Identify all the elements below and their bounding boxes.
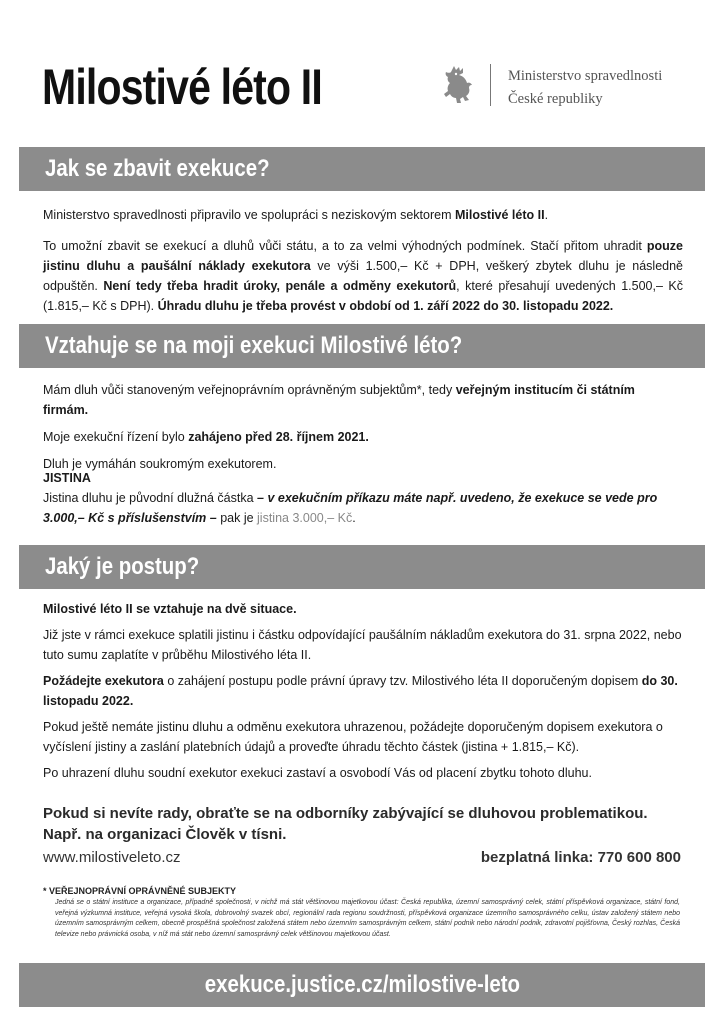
page-title: Milostivé léto II — [42, 59, 322, 115]
section3-paragraph-4: Pokud ještě nemáte jistinu dluhu a odměnu exekutora uhrazenou, požádejte doporučeným dopisem exekutora o vyčíslení jistiny a zaslání platebních údajů a proveďte úhradu těchto částek (jistina + 1.815,– Kč). — [43, 720, 663, 754]
section3-paragraph-1: Milostivé léto II se vztahuje na dvě situace. — [43, 602, 297, 616]
help-callout-line-2: Např. na organizaci Člověk v tísni. — [43, 826, 287, 843]
footer-url[interactable]: exekuce.justice.cz/milostive-leto — [204, 971, 520, 998]
ministry-line-1: Ministerstvo spravedlnosti — [508, 68, 663, 84]
section-heading-eligibility — [19, 324, 705, 368]
logo-divider — [490, 64, 491, 106]
section-heading-text: Jak se zbavit exekuce? — [45, 155, 270, 182]
footnote-body: Jedná se o státní instituce a organizace, případně společnosti, v nichž má stát většinovou majetkovou účast: Česká republika, územní samosprávný celek, státní příspěvková organizace, státní fond, veřejná výzkumná instituce, veřejná vysoká škola, dobrovolný svazek obcí, regionální rada regionu soudržnosti, příspěvková organizace územního samosprávného celku, ústav založený státem nebo územním samosprávným celkem, obecně prospěšná společnost založená státem nebo územním samosprávným celkem, státní podnik nebo národní podnik, zdravotní pojišťovna, Český rozhlas, Česká televize nebo právnická osoba, v níž má stát nebo územní samosprávný celek většinovou majetkovou účast. — [55, 899, 680, 938]
section1-paragraph-1: Ministerstvo spravedlnosti připravilo ve spolupráci s neziskovým sektorem Milostivé léto II. — [43, 208, 549, 222]
footnote-title: * VEŘEJNOPRÁVNÍ OPRÁVNĚNÉ SUBJEKTY — [43, 886, 237, 896]
hotline-number: bezplatná linka: 770 600 800 — [480, 849, 681, 866]
section2-paragraph-3: Dluh je vymáhán soukromým exekutorem. — [43, 457, 277, 471]
section-heading-text: Jaký je postup? — [45, 553, 200, 580]
section1-body — [43, 205, 683, 316]
ministry-line-2: České republiky — [508, 91, 603, 107]
help-callout-line-1: Pokud si nevíte rady, obraťte se na odborníky zabývající se dluhovou problematikou. — [43, 805, 648, 822]
section-heading-text: Vztahuje se na moji exekuci Milostivé léto? — [45, 332, 463, 359]
section3-paragraph-5: Po uhrazení dluhu soudní exekutor exekuci zastaví a osvobodí Vás od placení zbytku tohoto dluhu. — [43, 766, 592, 780]
jistina-block — [43, 468, 683, 528]
section1-paragraph-2: To umožní zbavit se exekucí a dluhů vůči státu, a to za velmi výhodných podmínek. Stačí přitom uhradit pouze jistinu dluhu a paušální náklady exekutora ve výši 1.500,– Kč + DPH, veškerý zbytek dluhu je následně odpuštěn. Není tedy třeba hradit úroky, penále a odměny exekutorů, které přesahují uvedených 1.500,– Kč (1.815,– Kč s DPH). Úhradu dluhu je třeba provést v období od 1. září 2022 do 30. listopadu 2022. — [43, 239, 684, 313]
section2-paragraph-1: Mám dluh vůči stanoveným veřejnoprávním oprávněným subjektům*, tedy veřejným institucím či státním firmám. — [43, 383, 635, 417]
section3-paragraph-3: Požádejte exekutora o zahájení postupu podle právní úpravy tzv. Milostivého léta II doporučeným dopisem do 30. listopadu 2022. — [43, 674, 678, 708]
jistina-heading: JISTINA — [43, 471, 91, 485]
section-heading-procedure — [19, 545, 705, 589]
section3-body — [43, 599, 683, 783]
section2-body — [43, 380, 683, 474]
website-link[interactable]: www.milostiveleto.cz — [43, 849, 181, 866]
czech-lion-emblem-icon — [440, 62, 480, 106]
section2-paragraph-2: Moje exekuční řízení bylo zahájeno před 28. říjnem 2021. — [43, 430, 369, 444]
section-heading-how-to — [19, 147, 705, 191]
ministry-name — [508, 65, 662, 111]
jistina-text: Jistina dluhu je původní dlužná částka – v exekučním příkazu máte např. uvedeno, že exekuce se vede pro 3.000,– Kč s příslušenstvím – pak je jistina 3.000,– Kč. — [43, 491, 658, 525]
section3-paragraph-2: Již jste v rámci exekuce splatili jistinu i částku odpovídající paušálním nákladům exekutora do 31. srpna 2022, nebo tuto sumu zaplatíte v průběhu Milostivého léta II. — [43, 628, 682, 662]
footer-url-bar[interactable] — [19, 963, 705, 1007]
help-callout — [43, 803, 683, 845]
